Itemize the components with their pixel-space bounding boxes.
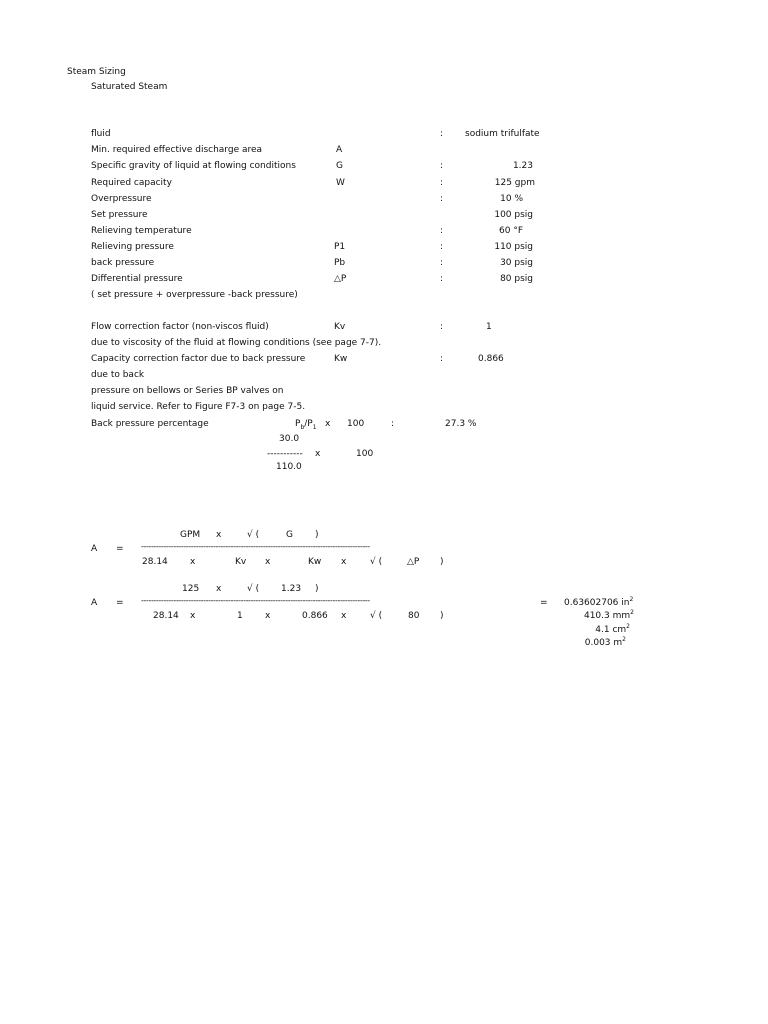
param-label: Relieving pressure <box>91 242 174 252</box>
result-cm2: 4.1 $cm^2$ <box>595 623 630 635</box>
calc-den-term: x <box>341 611 347 621</box>
formula-num-term: √ ( <box>247 530 260 540</box>
sheet-subtitle: Saturated Steam <box>91 82 168 92</box>
bp-times: x <box>325 419 331 429</box>
param-symbol: A <box>336 145 343 155</box>
param-colon: : <box>440 178 444 188</box>
param-label: Set pressure <box>91 210 148 220</box>
formula-num-term: GPM <box>180 530 201 540</box>
param-value: 10 % <box>500 194 523 204</box>
kv-label: Flow correction factor (non-viscos fluid) <box>91 322 269 332</box>
param-colon: : <box>440 129 444 139</box>
calc-num-term: √ ( <box>247 584 260 594</box>
calc-den-term: 0.866 <box>302 611 328 621</box>
param-note: ( set pressure + overpressure -back pressure) <box>91 290 298 300</box>
bp-factor: 100 <box>356 449 374 459</box>
calc-den-term: 28.14 <box>153 611 179 621</box>
param-colon: : <box>440 242 444 252</box>
formula-den-term: ) <box>440 557 444 567</box>
result-mm2: 410.3 $mm^2$ <box>583 609 634 621</box>
kv-value: 1 <box>486 322 492 332</box>
formula-equals: = <box>116 544 124 554</box>
kw-note: liquid service. Refer to Figure F7-3 on page 7-5. <box>91 402 306 412</box>
sheet-title: Steam Sizing <box>67 67 126 77</box>
param-value: 1.23 <box>512 161 533 171</box>
formula-den-term: Kw <box>308 557 322 567</box>
bp-value: 27.3 % <box>445 419 477 429</box>
bp-times: x <box>315 449 321 459</box>
param-value: 60 °F <box>499 226 523 236</box>
formula-num-term: ) <box>315 530 319 540</box>
param-value: 80 psig <box>500 274 533 284</box>
calc-lhs: A <box>91 598 98 608</box>
param-label: Relieving temperature <box>91 226 192 236</box>
calc-num-term: x <box>216 584 222 594</box>
formula-num-term: x <box>216 530 222 540</box>
param-symbol: △P <box>334 274 347 284</box>
bp-factor: 100 <box>347 419 365 429</box>
bp-fraction-line: ----------- <box>267 449 303 459</box>
param-value: 125 gpm <box>494 178 535 188</box>
kv-symbol: Kv <box>334 322 346 332</box>
calc-den-term: 80 <box>408 611 420 621</box>
param-colon: : <box>440 226 444 236</box>
formula-den-term: 28.14 <box>142 557 168 567</box>
calc-fraction-line: -------------------------------------------------------------------------------------------- <box>141 596 370 605</box>
bp-colon: : <box>391 419 395 429</box>
kw-colon: : <box>440 354 444 364</box>
param-label: Differential pressure <box>91 274 183 284</box>
param-symbol: P1 <box>334 242 346 252</box>
kw-symbol: Kw <box>334 354 348 364</box>
param-label: fluid <box>91 129 111 139</box>
param-label: Overpressure <box>91 194 152 204</box>
calc-den-term: x <box>190 611 196 621</box>
formula-num-term: G <box>286 530 293 540</box>
param-value: sodium trifulfate <box>465 129 540 139</box>
kw-label: Capacity correction factor due to back pressure <box>91 354 306 364</box>
bp-numerator: 30.0 <box>279 434 300 444</box>
param-colon: : <box>440 274 444 284</box>
param-value: 30 psig <box>500 258 533 268</box>
calc-den-term: √ ( <box>370 611 383 621</box>
param-colon: : <box>440 258 444 268</box>
result-in2: 0.63602706 $in^2$ <box>564 596 634 608</box>
calc-equals: = <box>116 598 124 608</box>
formula-lhs: A <box>91 544 98 554</box>
param-value: 100 psig <box>494 210 533 220</box>
calc-den-term: ) <box>440 611 444 621</box>
calc-result-equals: = <box>540 598 548 608</box>
param-value: 110 psig <box>494 242 533 252</box>
kv-note: due to viscosity of the fluid at flowing conditions (see page 7-7). <box>91 338 382 348</box>
calc-num-term: 125 <box>182 584 200 594</box>
bp-ratio: $P_b/P_1$ <box>295 419 317 431</box>
calc-num-term: ) <box>315 584 319 594</box>
calc-den-term: 1 <box>237 611 243 621</box>
param-label: Required capacity <box>91 178 172 188</box>
bp-denominator: 110.0 <box>276 462 302 472</box>
param-colon: : <box>440 161 444 171</box>
param-label: Specific gravity of liquid at flowing conditions <box>91 161 296 171</box>
formula-den-term: x <box>265 557 271 567</box>
param-label: back pressure <box>91 258 155 268</box>
calc-num-term: 1.23 <box>281 584 302 594</box>
kw-note: pressure on bellows or Series BP valves on <box>91 386 284 396</box>
formula-den-term: Kv <box>235 557 247 567</box>
param-symbol: G <box>336 161 343 171</box>
param-symbol: W <box>336 178 345 188</box>
kw-note: due to back <box>91 370 145 380</box>
result-m2: 0.003 $m^2$ <box>584 636 626 648</box>
formula-den-term: x <box>190 557 196 567</box>
bp-label: Back pressure percentage <box>91 419 209 429</box>
formula-den-term: △P <box>407 557 420 567</box>
formula-fraction-line: -------------------------------------------------------------------------------------------- <box>141 542 370 551</box>
formula-den-term: √ ( <box>370 557 383 567</box>
param-symbol: Pb <box>334 258 346 268</box>
calc-den-term: x <box>265 611 271 621</box>
param-label: Min. required effective discharge area <box>91 145 263 155</box>
kv-colon: : <box>440 322 444 332</box>
kw-value: 0.866 <box>478 354 504 364</box>
param-colon: : <box>440 194 444 204</box>
formula-den-term: x <box>341 557 347 567</box>
